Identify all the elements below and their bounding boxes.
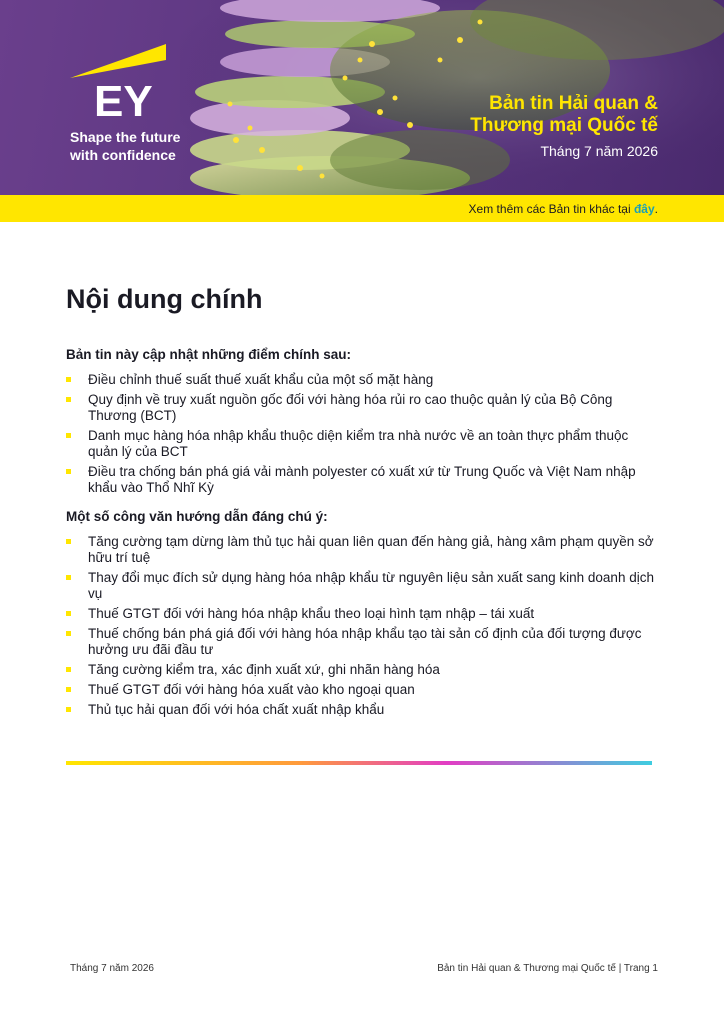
more-newsletters-text <box>469 202 658 216</box>
section-highlights-title: Bản tin này cập nhật những điểm chính sau: <box>66 347 352 362</box>
bullet-marker <box>66 611 71 616</box>
bullet-marker <box>66 575 71 580</box>
bullet-marker <box>66 377 71 382</box>
main-heading: Nội dung chính <box>66 284 263 314</box>
list-item <box>66 534 656 566</box>
tagline-line2: with confidence <box>70 147 176 163</box>
list-item-text: Thay đổi mục đích sử dụng hàng hóa nhập khẩu từ nguyên liệu sản xuất sang kinh doanh dịch vụ <box>88 570 654 601</box>
bullet-marker <box>66 667 71 672</box>
list-item <box>66 570 656 602</box>
list-item <box>66 702 656 718</box>
list-item-text: Tăng cường tạm dừng làm thủ tục hải quan liên quan đến hàng giả, hàng xâm phạm quyền sở hữu trí tuệ <box>88 534 654 565</box>
more-newsletters-link[interactable]: đây <box>633 202 655 216</box>
bullet-marker <box>66 707 71 712</box>
newsletter-title-block <box>470 93 658 159</box>
highlights-list <box>66 372 656 500</box>
bullet-marker <box>66 397 71 402</box>
footer-date: Tháng 7 năm 2026 <box>70 963 154 974</box>
ey-logo <box>70 44 170 122</box>
list-item <box>66 682 656 698</box>
gradient-divider <box>66 761 652 765</box>
tagline <box>70 128 230 164</box>
list-item <box>66 392 656 424</box>
section-guidance-title: Một số công văn hướng dẫn đáng chú ý: <box>66 509 328 524</box>
more-newsletters-suffix: . <box>654 202 658 216</box>
list-item <box>66 464 656 496</box>
list-item-text: Điều tra chống bán phá giá vải mành polyester có xuất xứ từ Trung Quốc và Việt Nam nhập khẩu vào Thổ Nhĩ Kỳ <box>88 464 636 495</box>
bullet-marker <box>66 539 71 544</box>
list-item-text: Điều chỉnh thuế suất thuế xuất khẩu của một số mặt hàng <box>88 372 434 387</box>
list-item-text: Danh mục hàng hóa nhập khẩu thuộc diện kiểm tra nhà nước về an toàn thực phẩm thuộc quản lý của BCT <box>88 428 629 459</box>
tagline-line1: Shape the future <box>70 129 181 145</box>
newsletter-date: Tháng 7 năm 2026 <box>540 143 658 159</box>
more-newsletters-label: Xem thêm các Bản tin khác tại <box>468 202 634 216</box>
bullet-marker <box>66 433 71 438</box>
list-item <box>66 662 656 678</box>
brand-block <box>70 44 181 163</box>
ey-logo-text: EY <box>94 77 153 122</box>
list-item-text: Tăng cường kiểm tra, xác định xuất xứ, ghi nhãn hàng hóa <box>88 662 440 677</box>
bullet-marker <box>66 687 71 692</box>
list-item-text: Quy định về truy xuất nguồn gốc đối với hàng hóa rủi ro cao thuộc quản lý của Bộ Công Thương (BCT) <box>88 392 613 423</box>
list-item-text: Thủ tục hải quan đối với hóa chất xuất nhập khẩu <box>88 702 385 717</box>
guidance-list <box>66 534 656 722</box>
list-item <box>66 372 656 388</box>
list-item-text: Thuế chống bán phá giá đối với hàng hóa nhập khẩu tạo tài sản cố định của đối tượng được hưởng ưu đãi đầu tư <box>88 626 642 657</box>
list-item-text: Thuế GTGT đối với hàng hóa nhập khẩu theo loại hình tạm nhập – tái xuất <box>88 606 535 621</box>
list-item <box>66 626 656 658</box>
newsletter-title-line1: Bản tin Hải quan & <box>489 93 658 114</box>
bullet-marker <box>66 469 71 474</box>
footer-page-info: Bản tin Hải quan & Thương mại Quốc tế | Trang 1 <box>437 963 658 974</box>
newsletter-title-line2: Thương mại Quốc tế <box>470 115 658 136</box>
list-item-text: Thuế GTGT đối với hàng hóa xuất vào kho ngoại quan <box>88 682 415 697</box>
list-item <box>66 606 656 622</box>
bullet-marker <box>66 631 71 636</box>
more-newsletters-bar <box>0 195 724 222</box>
ey-logo-beam <box>70 44 166 78</box>
list-item <box>66 428 656 460</box>
header-banner <box>0 0 724 195</box>
